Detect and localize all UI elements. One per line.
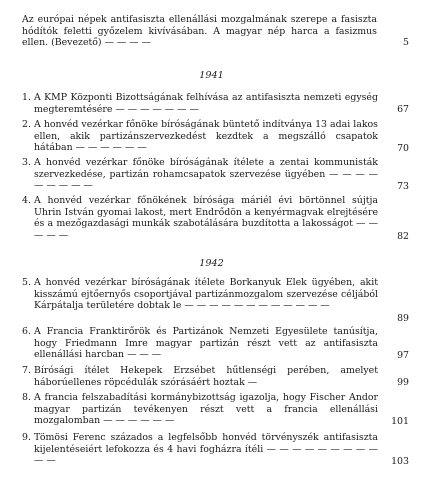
entry-title: Bírósági ítélet Hekepek Erzsébet hűtlenségi perében, amelyet háborúellenes röpcédulák szórásáért hoztak — [34, 365, 378, 388]
entry-title: A francia felszabadítási kormánybizottság igazolja, hogy Fischer Andor magyar partizán tevékenyen részt vett a francia ellenállási mozgalomban — — — — — — [34, 392, 378, 426]
entry-number: 3. [22, 157, 31, 168]
entry-page-number: 82 [397, 231, 409, 242]
intro-paragraph: Az európai népek antifasiszta ellenállási mozgalmának szerepe a fasiszta hódítók feletti győzelem kivívásában. A magyar nép harca a fasizmus ellen. (Bevezető) — — — — [22, 14, 377, 48]
toc-entry-7 [22, 365, 378, 388]
entry-page-number: 67 [397, 104, 409, 115]
entry-page-number: 73 [397, 181, 409, 192]
toc-entry-3 [22, 157, 378, 192]
entry-number: 1. [22, 92, 31, 103]
toc-entry-8 [22, 392, 378, 427]
entry-number: 9. [22, 432, 31, 443]
toc-entry-1 [22, 92, 378, 115]
entry-title: Tömösi Ferenc százados a legfelsőbb honvéd törvényszék antifasiszta kijelentéseiért lefokozza és 4 havi fogházra ítéli — — — — — — — — — — — [34, 432, 378, 466]
entry-page-number: 97 [397, 350, 409, 361]
entry-number: 6. [22, 326, 31, 337]
entry-page-number: 89 [397, 313, 409, 324]
entry-number: 4. [22, 195, 31, 206]
entry-title: A Francia Franktirőrök és Partizánok Nemzeti Egyesülete tanúsítja, hogy Friedmann Imre magyar partizán részt vett az antifasiszta ellenállási harcban — — — [34, 326, 378, 360]
entry-title: A KMP Központi Bizottságának felhívása az antifasiszta nemzeti egység megteremtésére — — — — — — — [34, 92, 378, 115]
entry-page-number: 99 [397, 377, 409, 388]
entry-number: 8. [22, 392, 31, 403]
toc-entry-9 [22, 432, 378, 467]
section-year-1941: 1941 [199, 70, 224, 81]
entry-number: 7. [22, 365, 31, 376]
toc-entry-2 [22, 119, 378, 154]
entry-title: A honvéd vezérkar főnöke bíróságának büntető indítványa 13 adai lakos ellen, akik partizánszervezkedést kezdtek a megszálló csapatok hátában — — — — — — [34, 119, 378, 153]
toc-entry-4 [22, 195, 378, 241]
entry-number: 2. [22, 119, 31, 130]
entry-title: A honvéd vezérkar főnökének bírósága máriél évi börtönnel sújtja Uhrin István gyomai lakost, mert Endrődön a kenyérmagvak elrejtésére és a mezőgazdasági munkák szabotálására buzdította a lakosságot — — — — — [34, 195, 378, 241]
section-year-1942: 1942 [199, 258, 224, 269]
entry-title: A honvéd vezérkar bíróságának ítélete Borkanyuk Elek ügyében, akit kisszámú ejtőernyős csoportjával partizánmozgalom szervezése céljából Kárpátalja területére dobtak le — — — — — — — — — — — — [34, 277, 378, 311]
entry-title: A honvéd vezérkar főnöke bíróságának ítélete a zentai kommunisták szervezkedése, partizán rohamcsapatok szervezése ügyében — — — — — — — — — [34, 157, 378, 191]
entry-number: 5. [22, 277, 31, 288]
entry-page-number: 103 [391, 456, 409, 467]
toc-entry-5 [22, 277, 378, 312]
entry-page-number: 70 [397, 143, 409, 154]
toc-entry-6 [22, 326, 378, 361]
entry-page-number: 101 [391, 416, 409, 427]
intro-page-number: 5 [403, 37, 409, 48]
